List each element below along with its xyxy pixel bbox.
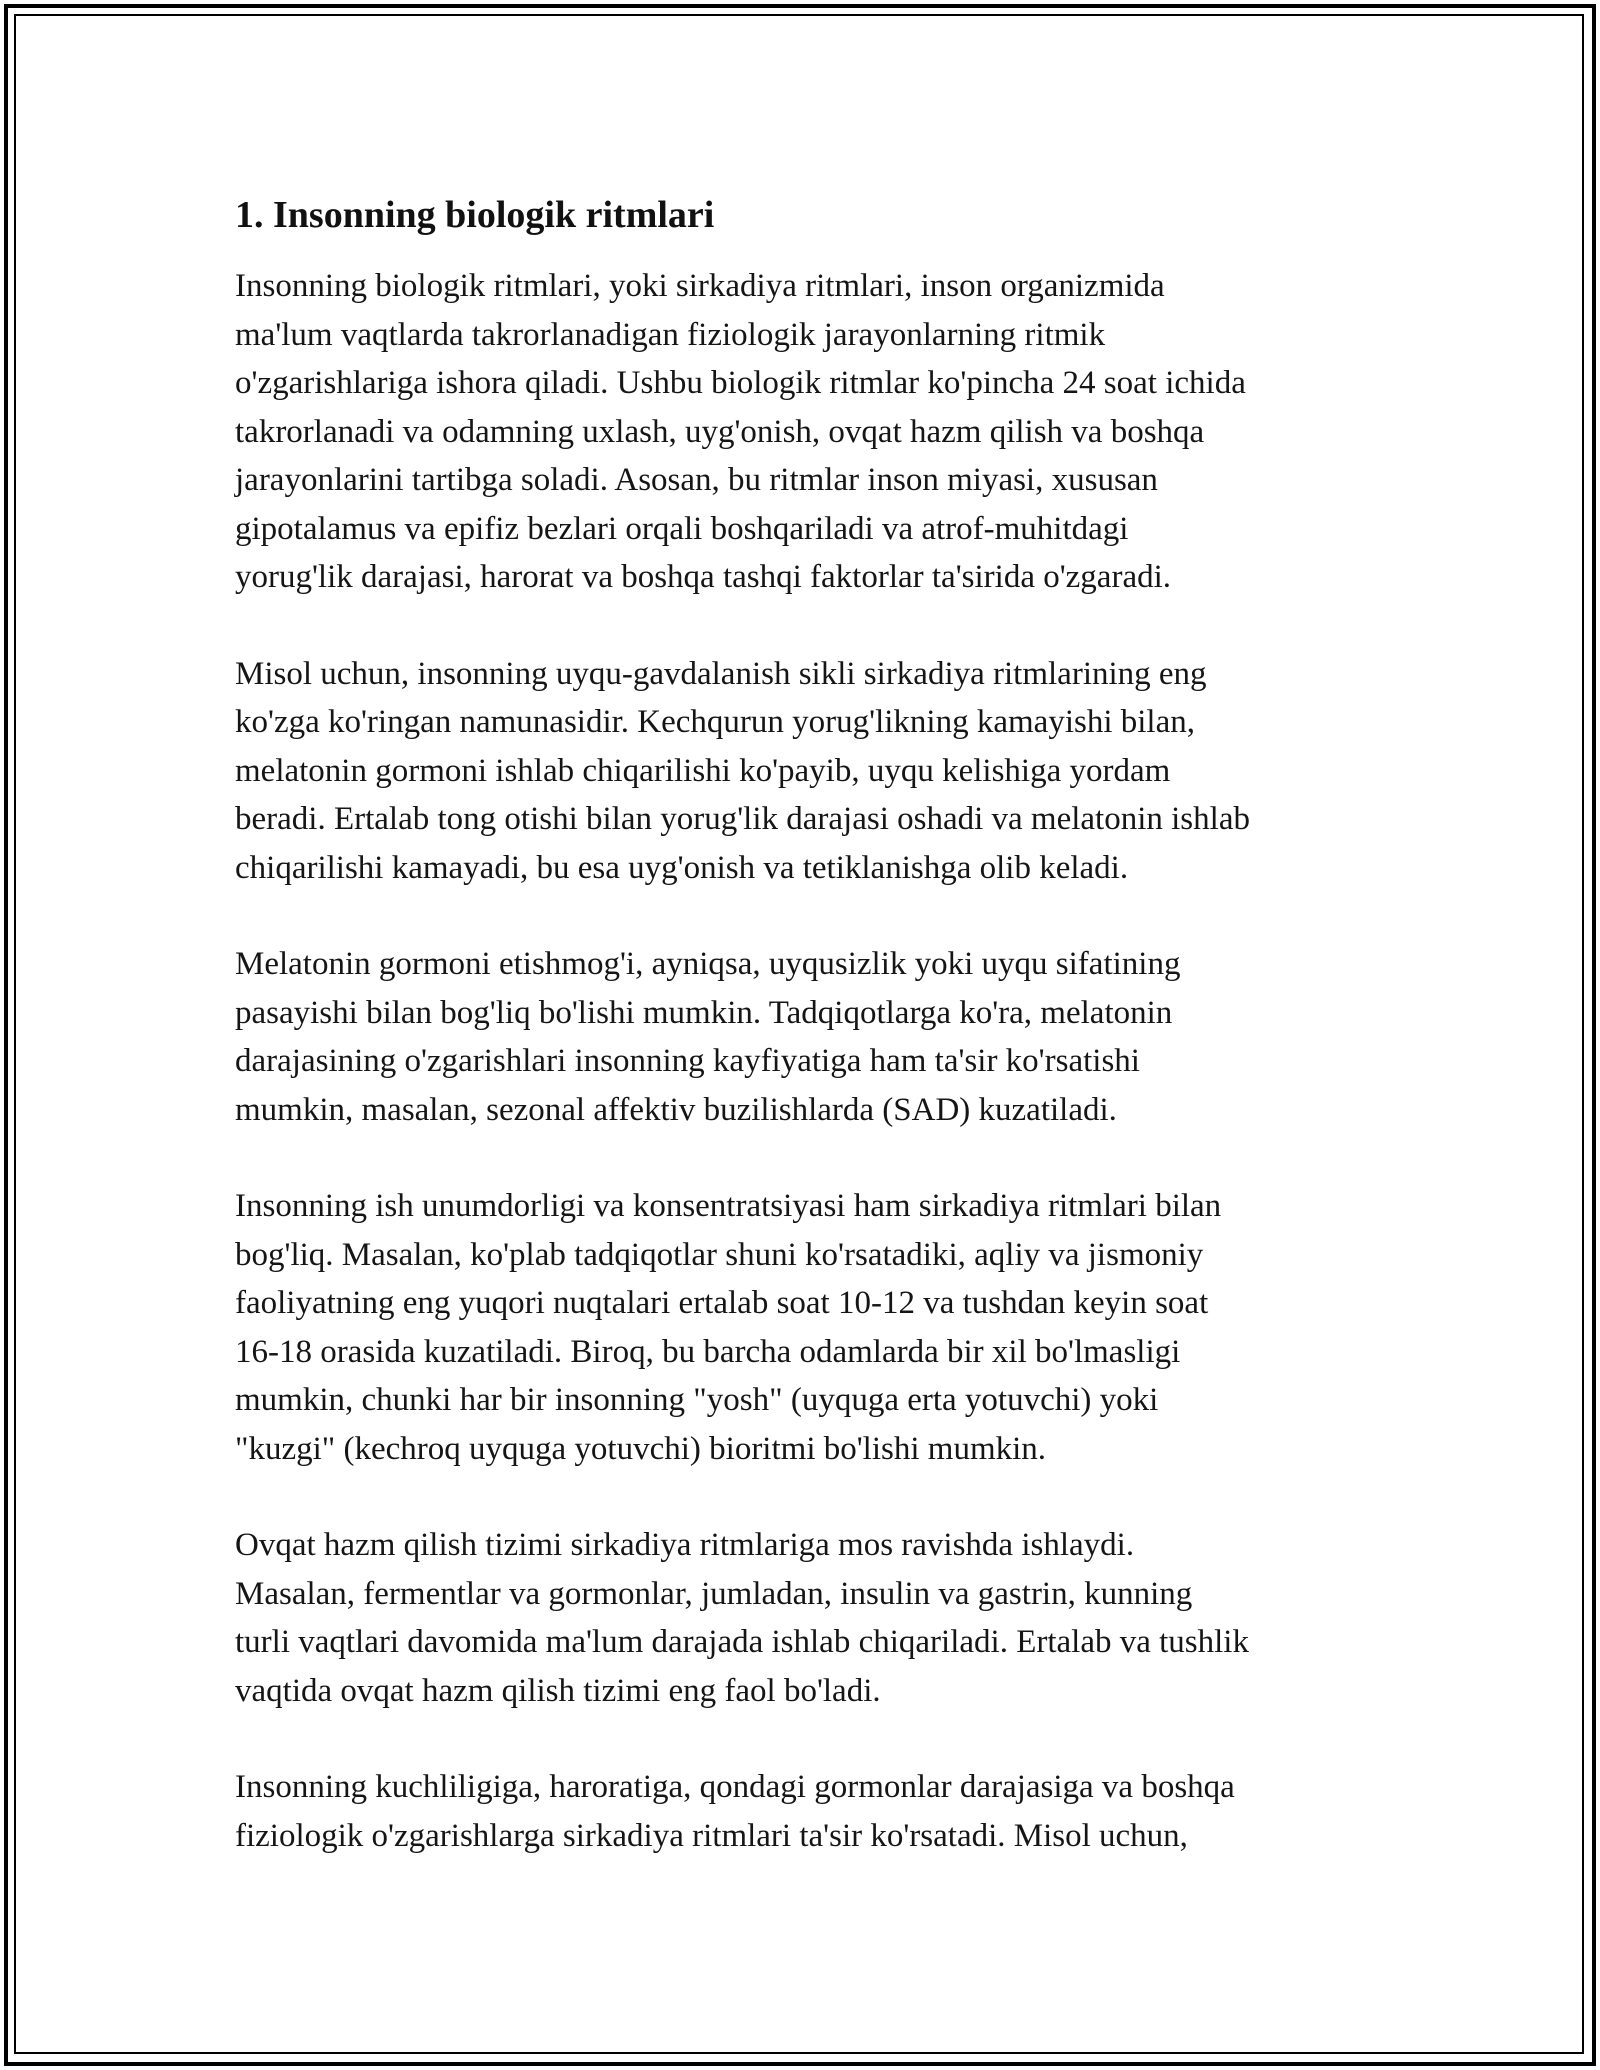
paragraph-4 [235,1182,1365,1473]
text-line: darajasining o'zgarishlari insonning kayfiyatiga ham ta'sir ko'rsatishi [235,1043,1140,1079]
text-line: Masalan, fermentlar va gormonlar, jumladan, insulin va gastrin, kunning [235,1575,1193,1612]
text-line: beradi. Ertalab tong otishi bilan yorug'lik darajasi oshadi va melatonin ishlab [235,801,1250,837]
text-line: Misol uchun, insonning uyqu-gavdalanish sikli sirkadiya ritmlarining eng [235,655,1207,692]
text-line: o'zgarishlariga ishora qiladi. Ushbu biologik ritmlar ko'pincha 24 soat ichida [235,365,1246,401]
text-line: mumkin, chunki har bir insonning "yosh" (uyquga erta yotuvchi) yoki [235,1382,1159,1418]
document-body [235,190,1365,1908]
paragraph-3 [235,940,1365,1134]
text-line: gipotalamus va epifiz bezlari orqali boshqariladi va atrof-muhitdagi [235,510,1129,547]
text-line: pasayishi bilan bog'liq bo'lishi mumkin. Tadqiqotlarga ko'ra, melatonin [235,994,1173,1031]
text-line: fiziologik o'zgarishlarga sirkadiya ritmlari ta'sir ko'rsatadi. Misol uchun, [235,1817,1188,1854]
text-line: chiqarilishi kamayadi, bu esa uyg'onish va tetiklanishga olib keladi. [235,849,1129,886]
text-line: Melatonin gormoni etishmog'i, ayniqsa, uyqusizlik yoki uyqu sifatining [235,946,1181,982]
paragraph-5 [235,1521,1365,1715]
text-line: takrorlanadi va odamning uxlash, uyg'onish, ovqat hazm qilish va boshqa [235,413,1205,450]
text-line: Insonning biologik ritmlari, yoki sirkadiya ritmlari, inson organizmida [235,268,1165,304]
text-line: 16-18 orasida kuzatiladi. Biroq, bu barcha odamlarda bir xil bo'lmasligi [235,1333,1181,1370]
text-line: melatonin gormoni ishlab chiqarilishi ko'payib, uyqu kelishiga yordam [235,752,1171,789]
text-line: turli vaqtlari davomida ma'lum darajada ishlab chiqariladi. Ertalab va tushlik [235,1624,1249,1660]
text-line: Insonning ish unumdorligi va konsentratsiyasi ham sirkadiya ritmlari bilan [235,1188,1222,1224]
text-line: ma'lum vaqtlarda takrorlanadigan fiziologik jarayonlarning ritmik [235,316,1106,353]
text-line: vaqtida ovqat hazm qilish tizimi eng faol bo'ladi. [235,1672,881,1709]
section-heading: 1. Insonning biologik ritmlari [235,194,715,236]
text-line: mumkin, masalan, sezonal affektiv buzilishlarda (SAD) kuzatiladi. [235,1091,1117,1128]
paragraph-6 [235,1763,1365,1860]
text-line: jarayonlarini tartibga soladi. Asosan, bu ritmlar inson miyasi, xususan [235,462,1158,498]
text-line: bog'liq. Masalan, ko'plab tadqiqotlar shuni ko'rsatadiki, aqliy va jismoniy [235,1236,1204,1273]
text-line: "kuzgi" (kechroq uyquga yotuvchi) bioritmi bo'lishi mumkin. [235,1430,1047,1467]
paragraph-2 [235,650,1365,893]
text-line: yorug'lik darajasi, harorat va boshqa tashqi faktorlar ta'sirida o'zgaradi. [235,559,1172,595]
text-line: Insonning kuchliligiga, haroratiga, qondagi gormonlar darajasiga va boshqa [235,1769,1235,1805]
text-line: faoliyatning eng yuqori nuqtalari ertalab soat 10-12 va tushdan keyin soat [235,1285,1209,1321]
paragraph-1 [235,262,1365,602]
text-line: ko'zga ko'ringan namunasidir. Kechqurun yorug'likning kamayishi bilan, [235,704,1195,740]
text-line: Ovqat hazm qilish tizimi sirkadiya ritmlariga mos ravishda ishlaydi. [235,1527,1135,1563]
